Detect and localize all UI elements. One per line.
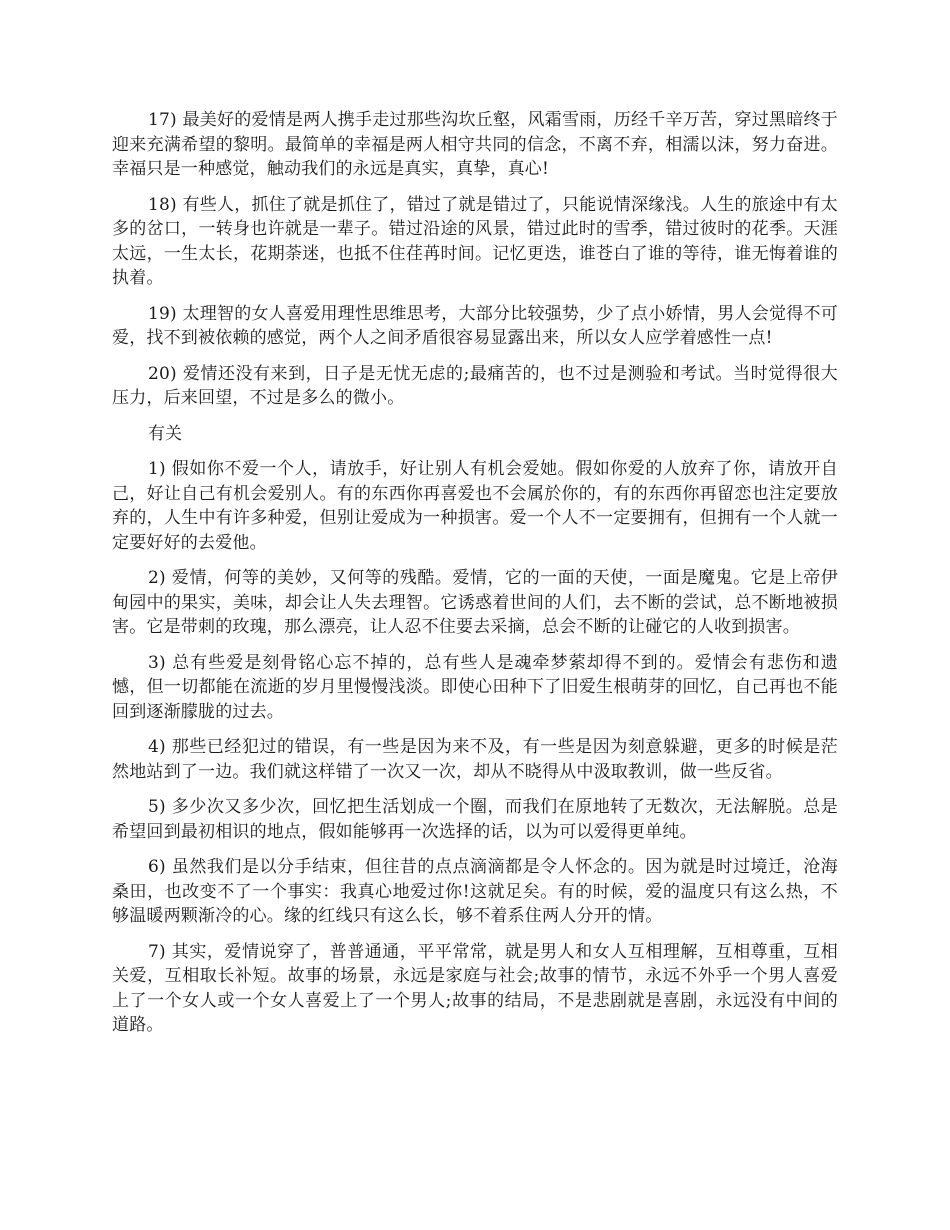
paragraph-18: 18) 有些人，抓住了就是抓住了，错过了就是错过了，只能说情深缘浅。人生的旅途中有太多的岔口，一转身也许就是一辈子。错过沿途的风景，错过此时的雪季，错过彼时的花季。天涯太远，一生太长，花期荼迷，也抵不住荏苒时间。记忆更迭，谁苍白了谁的等待，谁无悔着谁的执着。 (112, 194, 838, 288)
paragraph-7: 7) 其实，爱情说穿了，普普通通，平平常常，就是男人和女人互相理解，互相尊重，互相关爱，互相取长补短。故事的场景，永远是家庭与社会;故事的情节，永远不外乎一个男人喜爱上了一个女人或一个女人喜爱上了一个男人;故事的结局，不是悲剧就是喜剧，永远没有中间的道路。 (112, 941, 838, 1035)
paragraph-19: 19) 太理智的女人喜爱用理性思维思考，大部分比较强势，少了点小娇情，男人会觉得不可爱，找不到被依赖的感觉，两个人之间矛盾很容易显露出来，所以女人应学着感性一点! (112, 303, 838, 348)
paragraph-2: 2) 爱情，何等的美妙，又何等的残酷。爱情，它的一面的天使，一面是魔鬼。它是上帝伊甸园中的果实，美味，却会让人失去理智。它诱惑着世间的人们，去不断的尝试，总不断地被损害。它是带刺的玫瑰，那么漂亮，让人忍不住要去采摘，总会不断的让碰它的人收到损害。 (112, 568, 838, 637)
paragraph-20: 20) 爱情还没有来到，日子是无忧无虑的;最痛苦的，也不过是测验和考试。当时觉得很大压力，后来回望，不过是多么的微小。 (112, 363, 838, 408)
document-page (112, 108, 838, 1049)
section-heading: 有关 (148, 423, 182, 444)
paragraph-3: 3) 总有些爱是刻骨铭心忘不掉的，总有些人是魂牵梦萦却得不到的。爱情会有悲伤和遗憾，但一切都能在流逝的岁月里慢慢浅淡。即使心田种下了旧爱生根萌芽的回忆，自己再也不能回到逐渐朦胧的过去。 (112, 652, 838, 722)
paragraph-4: 4) 那些已经犯过的错误，有一些是因为来不及，有一些是因为刻意躲避，更多的时候是茫然地站到了一边。我们就这样错了一次又一次，却从不晓得从中汲取教训，做一些反省。 (112, 737, 838, 782)
paragraph-17: 17) 最美好的爱情是两人携手走过那些沟坎丘壑，风霜雪雨，历经千辛万苦，穿过黑暗终于迎来充满希望的黎明。最简单的幸福是两人相守共同的信念，不离不弃，相濡以沫，努力奋进。幸福只是一种感觉，触动我们的永远是真实，真挚，真心! (112, 110, 838, 179)
paragraph-6: 6) 虽然我们是以分手结束，但往昔的点点滴滴都是令人怀念的。因为就是时过境迁，沧海桑田，也改变不了一个事实：我真心地爱过你!这就足矣。有的时候，爱的温度只有这么热，不够温暖两颗渐冷的心。缘的红线只有这么长，够不着系住两人分开的情。 (112, 857, 838, 926)
paragraph-5: 5) 多少次又多少次，回忆把生活划成一个圈，而我们在原地转了无数次，无法解脱。总是希望回到最初相识的地点，假如能够再一次选择的话，以为可以爱得更单纯。 (112, 797, 838, 842)
paragraph-1: 1) 假如你不爱一个人，请放手，好让别人有机会爱她。假如你爱的人放弃了你，请放开自己，好让自己有机会爱别人。有的东西你再喜爱也不会属於你的，有的东西你再留恋也注定要放弃的，人生中有许多种爱，但别让爱成为一种损害。爱一个人不一定要拥有，但拥有一个人就一定要好好的去爱他。 (112, 459, 838, 553)
